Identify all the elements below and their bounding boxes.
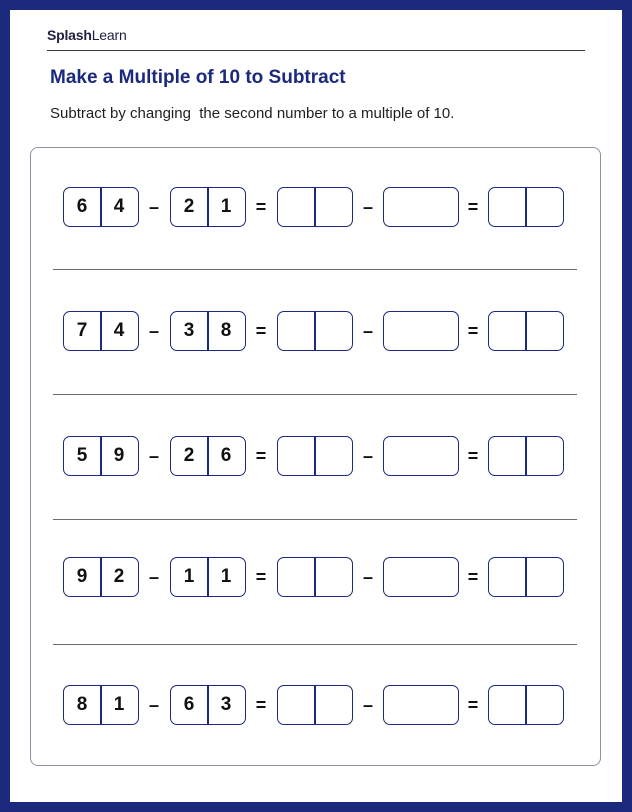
equals-sign: = — [255, 197, 267, 217]
answer-adjusted-first-box[interactable] — [277, 311, 353, 351]
second-number-ones: 1 — [220, 196, 232, 217]
second-number-ones: 1 — [220, 566, 232, 587]
second-number-ones: 6 — [220, 445, 232, 466]
digit-separator — [525, 685, 527, 725]
row-divider — [53, 519, 577, 520]
second-number-tens: 2 — [183, 196, 195, 217]
minus-sign: – — [362, 695, 373, 715]
answer-adjusted-first-box[interactable] — [277, 557, 353, 597]
header-divider — [47, 50, 585, 51]
problem-row-1 — [63, 187, 573, 227]
minus-sign: – — [148, 197, 159, 217]
first-number-tens: 9 — [76, 566, 88, 587]
answer-result-box[interactable] — [488, 685, 564, 725]
first-number-tens: 5 — [76, 445, 88, 466]
problem-row-2 — [63, 311, 573, 351]
digit-separator — [525, 311, 527, 351]
digit-separator — [525, 557, 527, 597]
equals-sign: = — [255, 567, 267, 587]
equals-sign: = — [467, 446, 479, 466]
problem-row-3 — [63, 436, 573, 476]
first-number-tens: 7 — [76, 320, 88, 341]
worksheet-page — [10, 10, 622, 802]
answer-multiple-of-10-box[interactable] — [383, 187, 459, 227]
minus-sign: – — [148, 695, 159, 715]
equals-sign: = — [255, 695, 267, 715]
first-number — [63, 187, 139, 227]
answer-multiple-of-10-box[interactable] — [383, 311, 459, 351]
second-number-tens: 2 — [183, 445, 195, 466]
brand-name-bold: Splash — [47, 27, 92, 43]
first-number — [63, 685, 139, 725]
answer-result-box[interactable] — [488, 187, 564, 227]
second-number — [170, 436, 246, 476]
answer-multiple-of-10-box[interactable] — [383, 436, 459, 476]
answer-adjusted-first-box[interactable] — [277, 436, 353, 476]
second-number-ones: 3 — [220, 694, 232, 715]
problems-panel — [30, 147, 601, 766]
first-number — [63, 436, 139, 476]
first-number-ones: 4 — [113, 196, 125, 217]
second-number — [170, 557, 246, 597]
digit-separator — [525, 436, 527, 476]
equals-sign: = — [467, 567, 479, 587]
page-title: Make a Multiple of 10 to Subtract — [50, 67, 346, 88]
answer-adjusted-first-box[interactable] — [277, 685, 353, 725]
first-number-tens: 8 — [76, 694, 88, 715]
second-number — [170, 187, 246, 227]
first-number-ones: 2 — [113, 566, 125, 587]
row-divider — [53, 644, 577, 645]
equals-sign: = — [467, 197, 479, 217]
equals-sign: = — [255, 321, 267, 341]
equals-sign: = — [255, 446, 267, 466]
minus-sign: – — [362, 446, 373, 466]
second-number — [170, 311, 246, 351]
row-divider — [53, 394, 577, 395]
first-number — [63, 311, 139, 351]
answer-multiple-of-10-box[interactable] — [383, 557, 459, 597]
digit-separator — [314, 557, 316, 597]
answer-result-box[interactable] — [488, 311, 564, 351]
answer-adjusted-first-box[interactable] — [277, 187, 353, 227]
minus-sign: – — [148, 446, 159, 466]
minus-sign: – — [362, 321, 373, 341]
digit-separator — [314, 436, 316, 476]
answer-multiple-of-10-box[interactable] — [383, 685, 459, 725]
first-number-ones: 1 — [113, 694, 125, 715]
problem-row-4 — [63, 557, 573, 597]
problem-row-5 — [63, 685, 573, 725]
first-number-tens: 6 — [76, 196, 88, 217]
digit-separator — [314, 187, 316, 227]
answer-result-box[interactable] — [488, 557, 564, 597]
minus-sign: – — [148, 321, 159, 341]
instructions-text: Subtract by changing the second number to a multiple of 10. — [50, 105, 455, 122]
equals-sign: = — [467, 695, 479, 715]
second-number-tens: 6 — [183, 694, 195, 715]
first-number-ones: 9 — [113, 445, 125, 466]
row-divider — [53, 269, 577, 270]
digit-separator — [314, 685, 316, 725]
minus-sign: – — [362, 567, 373, 587]
minus-sign: – — [362, 197, 373, 217]
equals-sign: = — [467, 321, 479, 341]
digit-separator — [525, 187, 527, 227]
second-number-tens: 1 — [183, 566, 195, 587]
digit-separator — [314, 311, 316, 351]
brand-name-light: Learn — [91, 27, 127, 43]
second-number — [170, 685, 246, 725]
minus-sign: – — [148, 567, 159, 587]
second-number-tens: 3 — [183, 320, 195, 341]
answer-result-box[interactable] — [488, 436, 564, 476]
first-number-ones: 4 — [113, 320, 125, 341]
second-number-ones: 8 — [220, 320, 232, 341]
first-number — [63, 557, 139, 597]
brand-logo — [47, 27, 127, 43]
